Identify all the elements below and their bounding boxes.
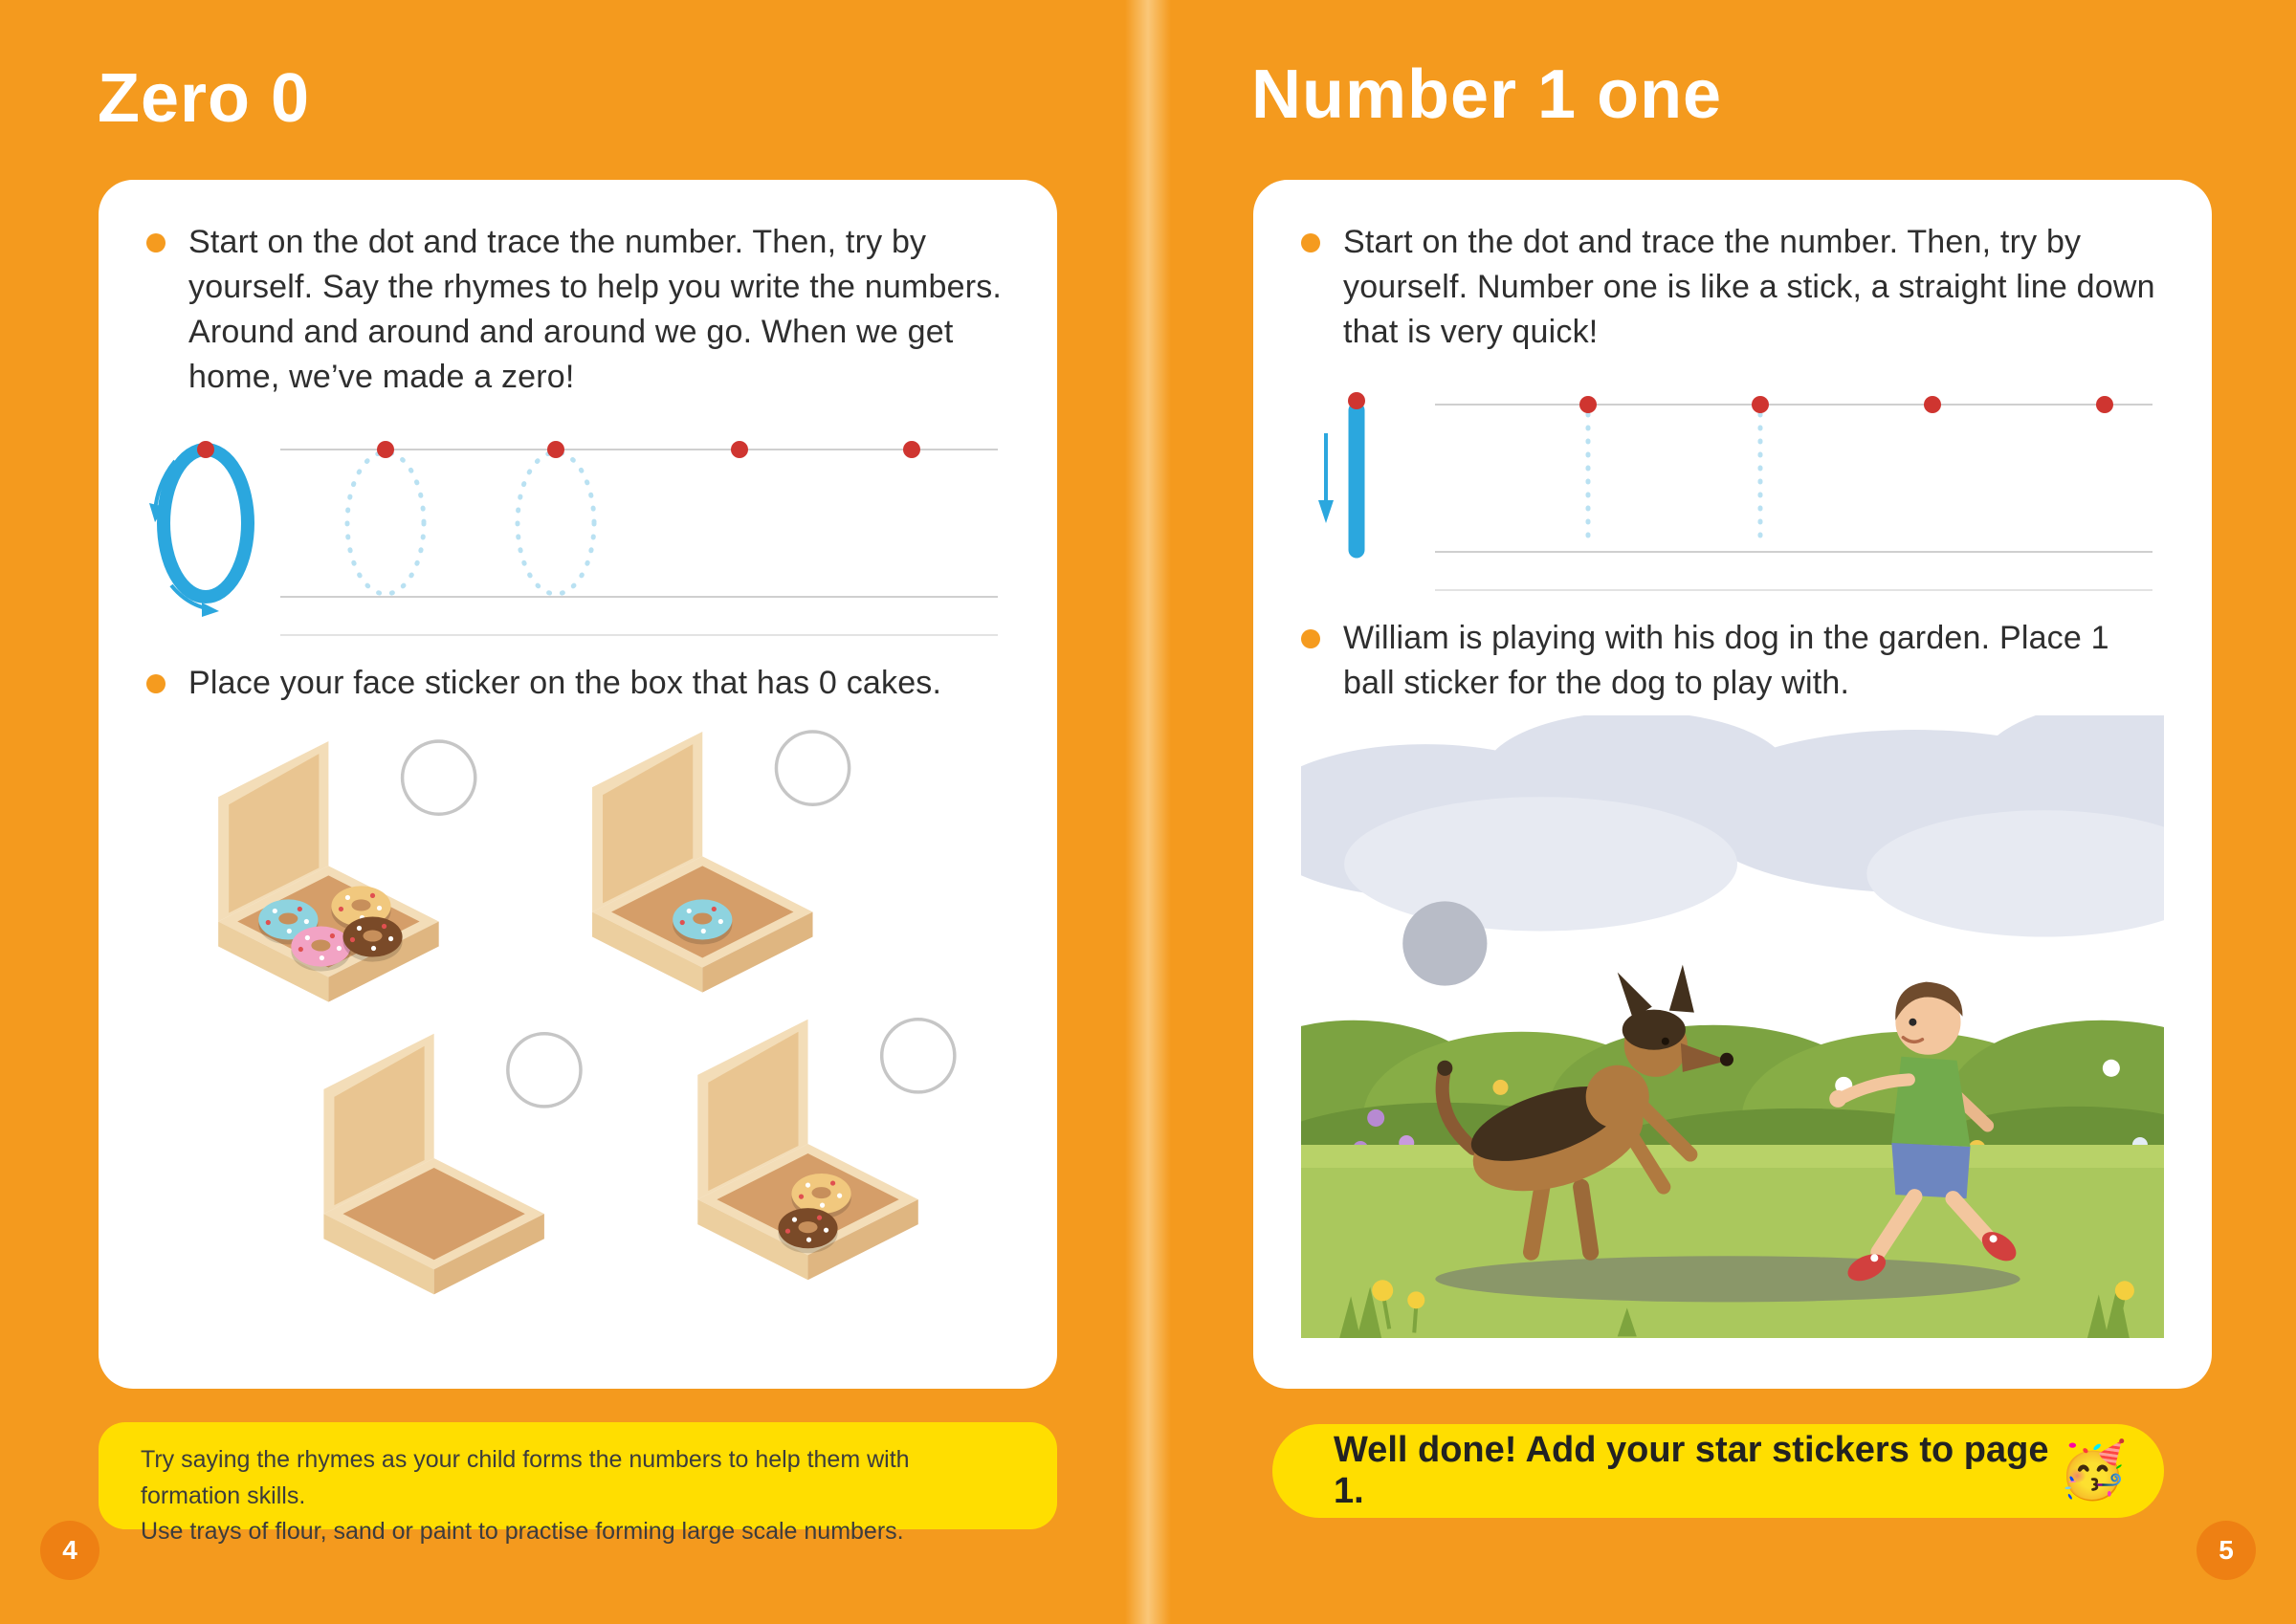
instruction-trace-zero: Start on the dot and trace the number. Then, try by yourself. Say the rhymes to help you write the numbers. Around and around and around we go. When we get home, we’ve made a zero! — [188, 224, 1003, 395]
start-dot — [1579, 396, 1597, 413]
parent-tip-line-1: Try saying the rhymes as your child forms the numbers to help them with formation skills. — [141, 1446, 910, 1509]
start-dot — [547, 441, 564, 458]
cake-donut — [673, 899, 732, 944]
cake-donut — [342, 916, 402, 961]
bullet-icon — [146, 674, 166, 693]
start-dot — [1924, 396, 1941, 413]
page-number-right: 5 — [2197, 1521, 2256, 1580]
sticker-circle[interactable] — [776, 732, 849, 804]
dotted-numeral-zero[interactable] — [347, 452, 424, 594]
activity-card-zero — [99, 180, 1057, 1389]
page-number-left: 4 — [40, 1521, 99, 1580]
direction-arrowhead — [1318, 500, 1334, 523]
start-dot — [1752, 396, 1769, 413]
instruction-row-2-right — [1301, 616, 2164, 706]
instruction-sticker-one: William is playing with his dog in the garden. Place 1 ball sticker for the dog to play with. — [1343, 619, 2109, 701]
gray-ball — [1402, 901, 1487, 985]
start-dot — [1348, 392, 1365, 409]
page-binding — [1125, 0, 1171, 1624]
start-dot — [2096, 396, 2113, 413]
parent-tip — [99, 1422, 1057, 1545]
start-dot — [731, 441, 748, 458]
bullet-icon — [1301, 233, 1320, 252]
dotted-numeral-zero[interactable] — [518, 452, 594, 594]
bullet-icon — [146, 233, 166, 252]
ground-shadow — [1435, 1256, 2020, 1302]
start-dot — [377, 441, 394, 458]
reward-banner — [1272, 1424, 2164, 1518]
bullet-icon — [1301, 629, 1320, 648]
grass-edge — [1301, 1145, 2164, 1168]
start-dot — [197, 441, 214, 458]
instruction-sticker-zero: Place your face sticker on the box that has 0 cakes. — [188, 664, 942, 701]
sticker-circle[interactable] — [403, 741, 475, 814]
example-numeral-zero — [164, 450, 248, 597]
grass — [1301, 1145, 2164, 1338]
activity-card-one — [1253, 180, 2212, 1389]
instruction-row-1-right — [1301, 220, 2164, 355]
instruction-trace-one: Start on the dot and trace the number. Then, try by yourself. Number one is like a stick, a straight line down that is very quick! — [1343, 224, 2155, 350]
instruction-row-2-left — [146, 661, 1009, 706]
number-tracing-area-one[interactable] — [1301, 378, 2162, 593]
page-title-zero: Zero 0 — [98, 60, 311, 137]
cake-donut — [291, 926, 350, 971]
reward-text: Well done! Add your star stickers to page 1. — [1334, 1430, 2049, 1511]
parent-tip-line-2: Use trays of flour, sand or paint to practise forming large scale numbers. — [141, 1518, 904, 1545]
start-dot — [903, 441, 920, 458]
direction-arrowhead-2 — [202, 603, 219, 617]
page-title-one: Number 1 one — [1251, 56, 1723, 133]
cake-boxes-illustration — [146, 715, 1009, 1338]
cake-box-2-cakes — [673, 899, 732, 944]
instruction-row-1-left — [146, 220, 1009, 400]
party-face-emoji: 🥳 — [2058, 1439, 2128, 1502]
garden-illustration — [1301, 715, 2164, 1338]
sticker-circle[interactable] — [882, 1019, 955, 1091]
number-tracing-area-zero[interactable] — [146, 423, 1007, 638]
clouds — [1301, 715, 2164, 937]
sticker-circle[interactable] — [508, 1033, 581, 1106]
cake-donut — [778, 1208, 837, 1253]
